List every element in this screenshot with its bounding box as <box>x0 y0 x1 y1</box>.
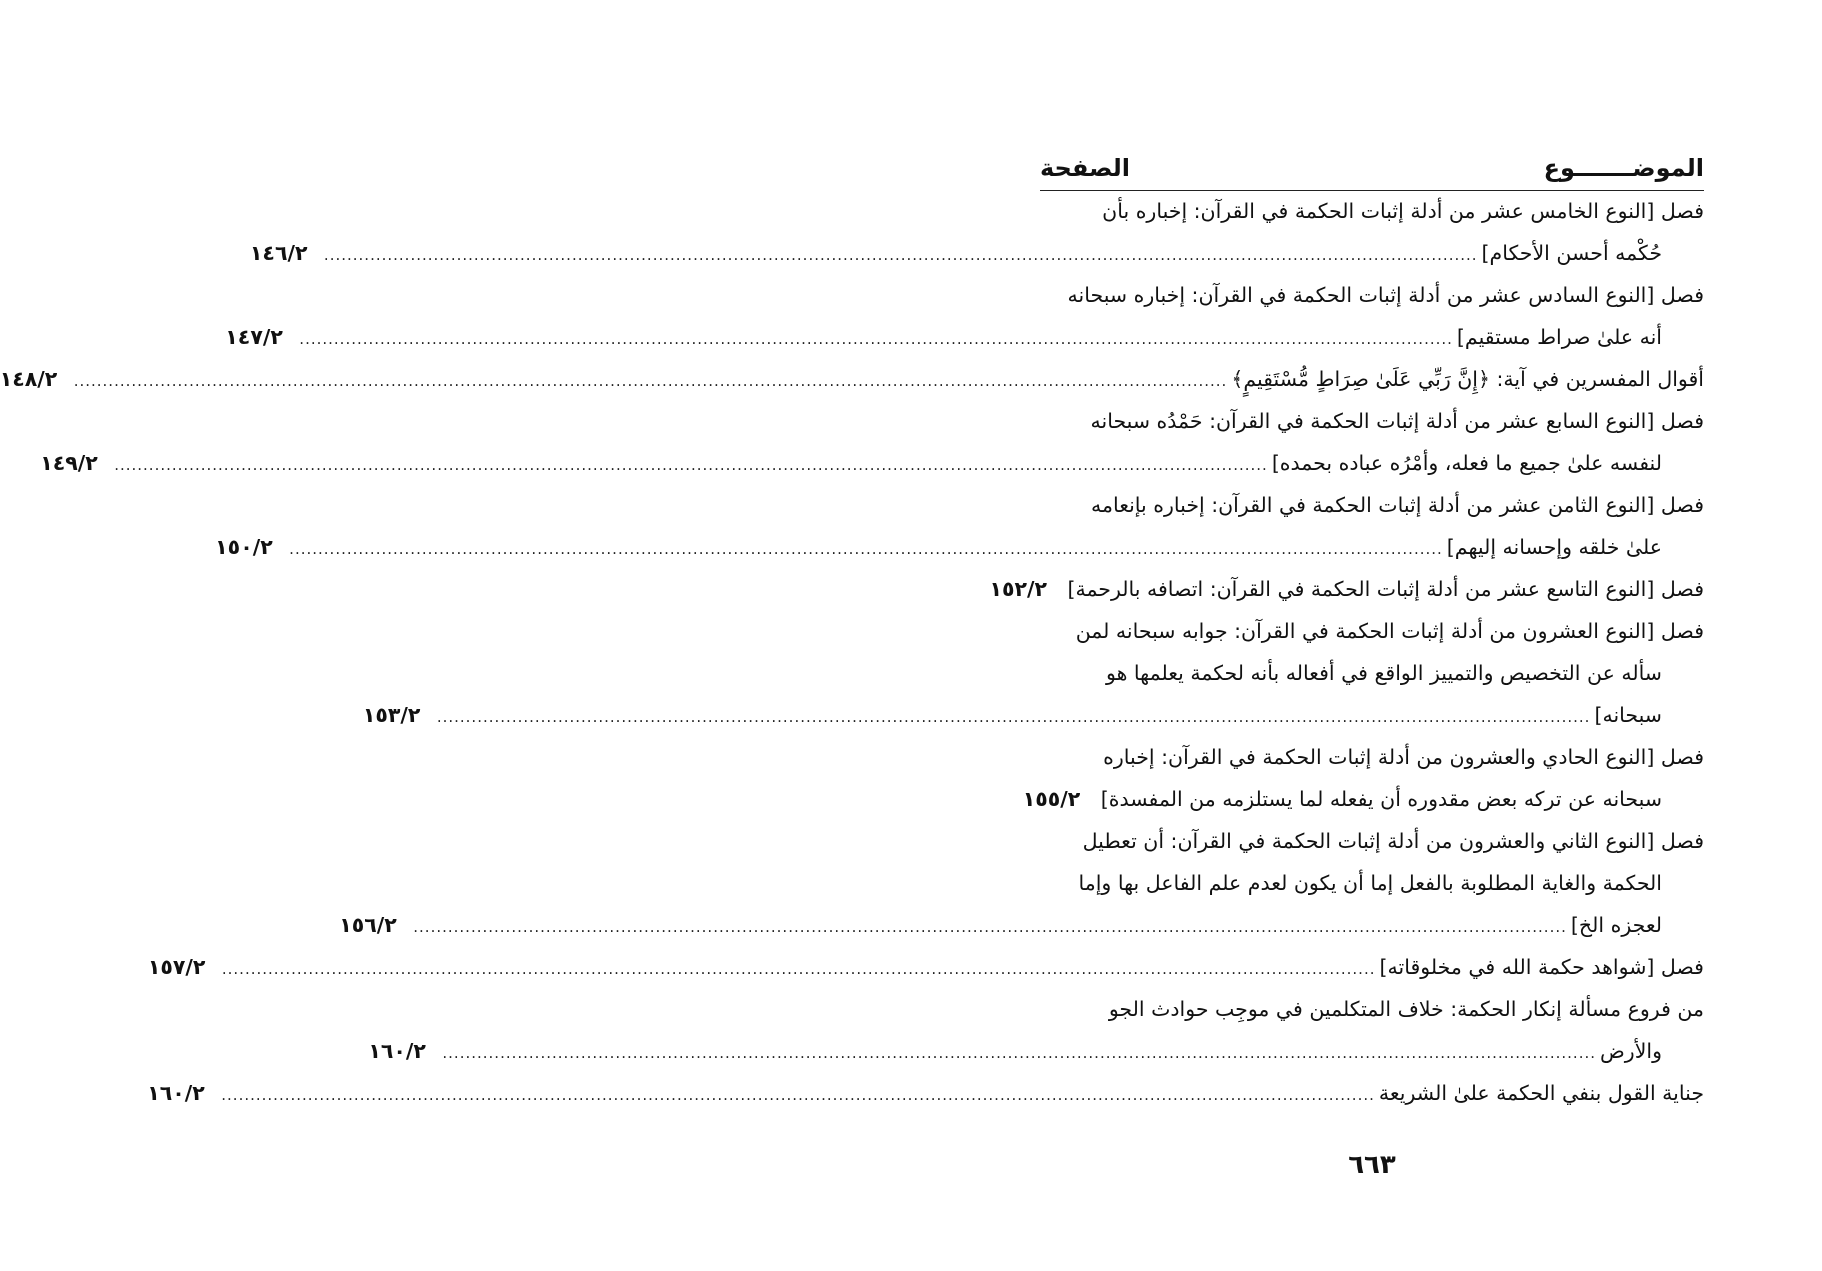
toc-entry-page: ١٥٧/٢ <box>147 955 206 979</box>
toc-entry-text: أقوال المفسرين في آية: ﴿إِنَّ رَبِّي عَلَىٰ صِرَاطٍ مُّسْتَقِيمٍ﴾ <box>1231 367 1704 391</box>
toc-entry-text: فصل [النوع الحادي والعشرون من أدلة إثبات الحكمة في القرآن: إخباره <box>1103 745 1704 769</box>
toc-entry-text: فصل [النوع السادس عشر من أدلة إثبات الحكمة في القرآن: إخباره سبحانه <box>1067 283 1704 307</box>
toc-entry-page: ١٤٧/٢ <box>225 325 283 349</box>
toc-line <box>147 946 1704 988</box>
toc-entry-page: ١٦٠/٢ <box>368 1039 426 1063</box>
toc-entry-text: فصل [النوع الخامس عشر من أدلة إثبات الحكمة في القرآن: إخباره بأن <box>1102 199 1704 223</box>
toc-entry-text: الحكمة والغاية المطلوبة بالفعل إما أن يكون لعدم علم الفاعل بها وإما <box>1078 871 1662 895</box>
page-number: ٦٦٣ <box>1348 1150 1396 1180</box>
toc-line <box>1040 400 1704 442</box>
dot-leader: ........................................................................................................................................................................................................ <box>221 1086 1375 1104</box>
dot-leader: ........................................................................................................................................................................................................ <box>73 372 1228 390</box>
toc-entry-text: جناية القول بنفي الحكمة علىٰ الشريعة <box>1378 1081 1704 1105</box>
toc-entry-text: لعجزه الخ] <box>1570 913 1662 937</box>
toc-entry-text: فصل [النوع التاسع عشر من أدلة إثبات الحكمة في القرآن: اتصافه بالرحمة] <box>1067 577 1704 601</box>
toc-entry-page: ١٤٨/٢ <box>0 367 58 391</box>
toc-entry-text: علىٰ خلقه وإحسانه إليهم] <box>1446 535 1662 559</box>
page-column-heading: الصفحة <box>1040 154 1131 182</box>
toc-line <box>1040 988 1704 1030</box>
toc-line <box>1040 820 1704 862</box>
dot-leader: ........................................................................................................................................................................................................ <box>436 708 1591 726</box>
toc-entry-text: أنه علىٰ صراط مستقيم] <box>1456 325 1662 349</box>
toc-entry-text: من فروع مسألة إنكار الحكمة: خلاف المتكلمين في موجِب حوادث الجو <box>1108 997 1704 1021</box>
toc-header <box>1040 150 1704 191</box>
toc-entries <box>0 190 1704 1114</box>
dot-leader: ........................................................................................................................................................................................................ <box>442 1044 1597 1062</box>
topic-column-heading: الموضـــــــوع <box>1543 154 1704 182</box>
toc-entry-page: ١٦٠/٢ <box>147 1081 205 1105</box>
toc-entry-page: ١٤٦/٢ <box>249 241 308 265</box>
toc-line <box>1040 862 1704 904</box>
toc-entry-text: فصل [النوع الثاني والعشرون من أدلة إثبات الحكمة في القرآن: أن تعطيل <box>1082 829 1704 853</box>
toc-entry-text: فصل [النوع العشرون من أدلة إثبات الحكمة في القرآن: جوابه سبحانه لمن <box>1075 619 1704 643</box>
toc-entry-page: ١٤٩/٢ <box>40 451 98 475</box>
dot-leader: ........................................................................................................................................................................................................ <box>289 540 1443 558</box>
toc-line <box>1040 484 1704 526</box>
toc-line <box>225 316 1704 358</box>
toc-entry-text: سبحانه عن تركه بعض مقدوره أن يفعله لما يستلزمه من المفسدة] <box>1100 787 1662 811</box>
toc-line <box>1022 778 1704 820</box>
dot-leader: ........................................................................................................................................................................................................ <box>221 960 1376 978</box>
dot-leader: ........................................................................................................................................................................................................ <box>299 330 1453 348</box>
toc-entry-text: والأرض <box>1600 1039 1662 1063</box>
toc-line <box>1040 652 1704 694</box>
dot-leader: ........................................................................................................................................................................................................ <box>413 918 1567 936</box>
toc-line <box>1040 610 1704 652</box>
dot-leader: ........................................................................................................................................................................................................ <box>114 456 1268 474</box>
toc-entry-text: لنفسه علىٰ جميع ما فعله، وأمْرُه عباده بحمده] <box>1271 451 1662 475</box>
toc-entry-text: حُكْمه أحسن الأحكام] <box>1481 241 1662 265</box>
toc-line <box>40 442 1704 484</box>
toc-line <box>368 1030 1704 1072</box>
toc-entry-text: سبحانه] <box>1594 703 1662 727</box>
toc-line <box>1040 190 1704 232</box>
toc-entry-page: ١٥٥/٢ <box>1022 787 1081 811</box>
toc-entry-text: سأله عن التخصيص والتمييز الواقع في أفعاله بأنه لحكمة يعلمها هو <box>1106 661 1662 685</box>
toc-line <box>989 568 1704 610</box>
toc-line <box>215 526 1704 568</box>
dot-leader: ........................................................................................................................................................................................................ <box>323 246 1478 264</box>
toc-entry-text: فصل [النوع السابع عشر من أدلة إثبات الحكمة في القرآن: حَمْدُه سبحانه <box>1090 409 1704 433</box>
toc-line <box>1040 274 1704 316</box>
toc-line <box>362 694 1704 736</box>
toc-line <box>147 1072 1704 1114</box>
toc-entry-text: فصل [شواهد حكمة الله في مخلوقاته] <box>1379 955 1704 979</box>
toc-line <box>0 358 1704 400</box>
toc-line <box>339 904 1704 946</box>
toc-line <box>1040 736 1704 778</box>
toc-entry-page: ١٥٢/٢ <box>989 577 1047 601</box>
toc-entry-page: ١٥٦/٢ <box>339 913 397 937</box>
toc-entry-page: ١٥٠/٢ <box>215 535 273 559</box>
toc-entry-page: ١٥٣/٢ <box>362 703 421 727</box>
toc-line <box>249 232 1704 274</box>
toc-entry-text: فصل [النوع الثامن عشر من أدلة إثبات الحكمة في القرآن: إخباره بإنعامه <box>1090 493 1704 517</box>
